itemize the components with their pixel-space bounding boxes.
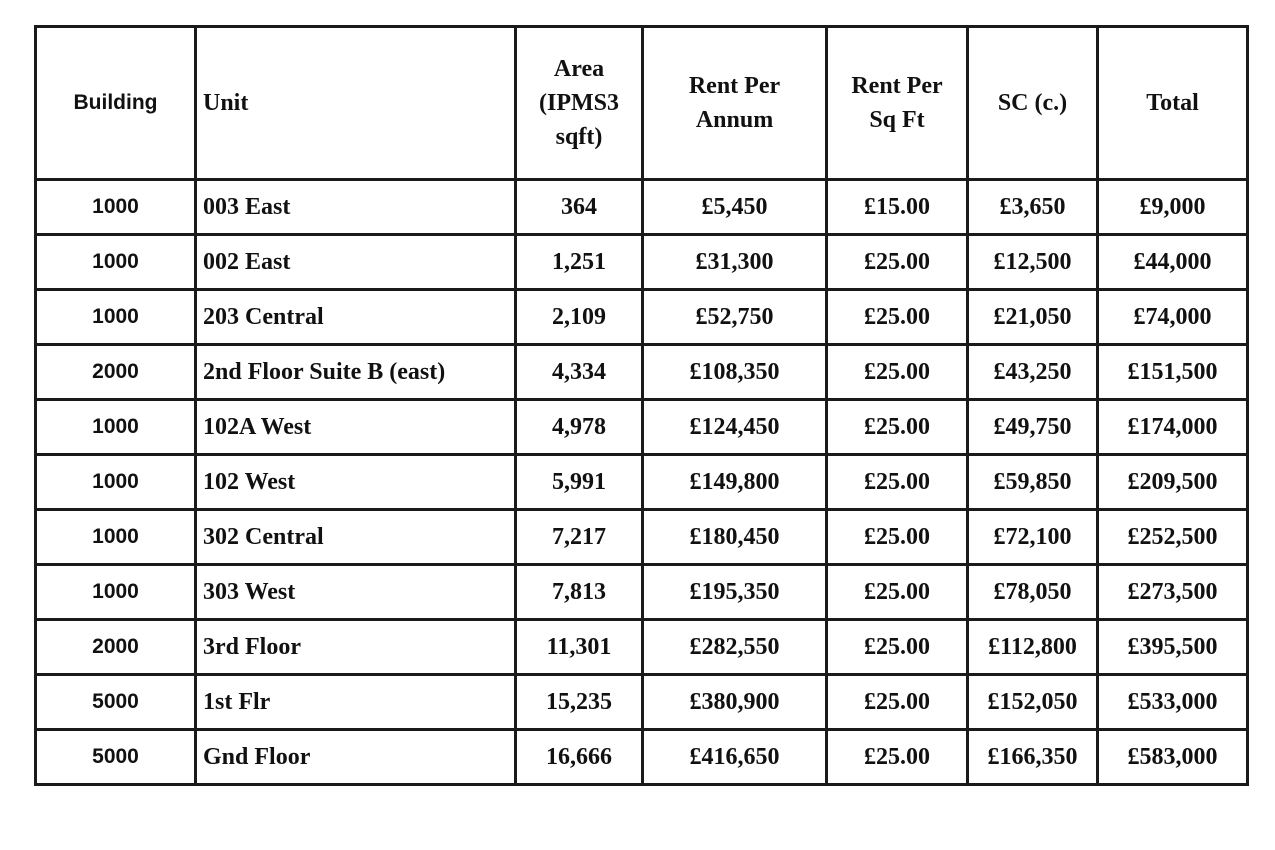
cell-rent-per-annum: £380,900: [643, 675, 827, 730]
cell-total: £252,500: [1098, 510, 1248, 565]
cell-rent-per-annum: £282,550: [643, 620, 827, 675]
table-body: [36, 180, 1248, 785]
cell-rent-per-sq-ft: £25.00: [827, 565, 968, 620]
cell-unit: 3rd Floor: [196, 620, 516, 675]
cell-building: 1000: [36, 510, 196, 565]
cell-rent-per-annum: £5,450: [643, 180, 827, 235]
rent-table-container: [34, 25, 1246, 786]
cell-unit: 102 West: [196, 455, 516, 510]
cell-rent-per-sq-ft: £25.00: [827, 290, 968, 345]
cell-rent-per-annum: £52,750: [643, 290, 827, 345]
cell-building: 5000: [36, 730, 196, 785]
cell-rent-per-sq-ft: £25.00: [827, 455, 968, 510]
cell-area: 5,991: [516, 455, 643, 510]
cell-rent-per-sq-ft: £25.00: [827, 400, 968, 455]
header-unit-label: Unit: [203, 90, 249, 116]
cell-unit: 303 West: [196, 565, 516, 620]
cell-service-charge: £78,050: [968, 565, 1098, 620]
table-row: [36, 400, 1248, 455]
cell-unit: 002 East: [196, 235, 516, 290]
rent-schedule-table: [34, 25, 1249, 786]
cell-service-charge: £166,350: [968, 730, 1098, 785]
cell-rent-per-annum: £195,350: [643, 565, 827, 620]
cell-service-charge: £59,850: [968, 455, 1098, 510]
header-building-label: Building: [73, 91, 158, 114]
cell-rent-per-annum: £108,350: [643, 345, 827, 400]
cell-service-charge: £112,800: [968, 620, 1098, 675]
cell-area: 2,109: [516, 290, 643, 345]
cell-total: £395,500: [1098, 620, 1248, 675]
header-rent-per-sq-ft-line-2: Sq Ft: [869, 107, 925, 133]
header-area: [516, 27, 643, 180]
header-area-line-2: (IPMS3: [539, 90, 619, 116]
cell-total: £44,000: [1098, 235, 1248, 290]
table-row: [36, 675, 1248, 730]
table-row: [36, 620, 1248, 675]
table-row: [36, 510, 1248, 565]
cell-building: 1000: [36, 180, 196, 235]
header-service-charge: [968, 27, 1098, 180]
header-area-line-1: Area: [553, 56, 605, 82]
cell-service-charge: £152,050: [968, 675, 1098, 730]
header-rent-per-sq-ft-line-1: Rent Per: [851, 73, 943, 99]
cell-rent-per-sq-ft: £25.00: [827, 620, 968, 675]
cell-rent-per-sq-ft: £25.00: [827, 235, 968, 290]
cell-area: 11,301: [516, 620, 643, 675]
table-row: [36, 455, 1248, 510]
cell-unit: 1st Flr: [196, 675, 516, 730]
cell-building: 1000: [36, 565, 196, 620]
cell-total: £74,000: [1098, 290, 1248, 345]
cell-building: 1000: [36, 235, 196, 290]
table-row: [36, 730, 1248, 785]
header-rent-per-annum-line-2: Annum: [695, 107, 774, 133]
cell-area: 7,813: [516, 565, 643, 620]
cell-total: £209,500: [1098, 455, 1248, 510]
cell-total: £151,500: [1098, 345, 1248, 400]
cell-building: 5000: [36, 675, 196, 730]
table-row: [36, 565, 1248, 620]
header-total: [1098, 27, 1248, 180]
cell-service-charge: £49,750: [968, 400, 1098, 455]
cell-area: 364: [516, 180, 643, 235]
cell-total: £583,000: [1098, 730, 1248, 785]
table-row: [36, 345, 1248, 400]
cell-service-charge: £3,650: [968, 180, 1098, 235]
cell-total: £533,000: [1098, 675, 1248, 730]
table-row: [36, 180, 1248, 235]
table-row: [36, 235, 1248, 290]
cell-building: 2000: [36, 620, 196, 675]
cell-rent-per-annum: £416,650: [643, 730, 827, 785]
cell-service-charge: £21,050: [968, 290, 1098, 345]
header-rent-per-annum-line-1: Rent Per: [688, 73, 781, 99]
cell-rent-per-sq-ft: £25.00: [827, 730, 968, 785]
cell-rent-per-sq-ft: £25.00: [827, 675, 968, 730]
cell-area: 4,334: [516, 345, 643, 400]
cell-rent-per-annum: £124,450: [643, 400, 827, 455]
header-building: [36, 27, 196, 180]
header-row: [36, 27, 1248, 180]
cell-area: 7,217: [516, 510, 643, 565]
cell-service-charge: £12,500: [968, 235, 1098, 290]
cell-rent-per-annum: £180,450: [643, 510, 827, 565]
cell-unit: 102A West: [196, 400, 516, 455]
cell-area: 16,666: [516, 730, 643, 785]
cell-unit: 003 East: [196, 180, 516, 235]
header-area-line-3: sqft): [555, 124, 603, 150]
cell-area: 15,235: [516, 675, 643, 730]
cell-area: 1,251: [516, 235, 643, 290]
cell-rent-per-sq-ft: £25.00: [827, 345, 968, 400]
cell-total: £9,000: [1098, 180, 1248, 235]
cell-building: 1000: [36, 400, 196, 455]
cell-building: 1000: [36, 455, 196, 510]
cell-unit: 2nd Floor Suite B (east): [196, 345, 516, 400]
header-rent-per-sq-ft: [827, 27, 968, 180]
cell-area: 4,978: [516, 400, 643, 455]
table-row: [36, 290, 1248, 345]
cell-unit: 302 Central: [196, 510, 516, 565]
cell-rent-per-annum: £31,300: [643, 235, 827, 290]
cell-building: 2000: [36, 345, 196, 400]
cell-unit: Gnd Floor: [196, 730, 516, 785]
cell-unit: 203 Central: [196, 290, 516, 345]
cell-building: 1000: [36, 290, 196, 345]
cell-total: £273,500: [1098, 565, 1248, 620]
cell-rent-per-sq-ft: £15.00: [827, 180, 968, 235]
header-total-label: Total: [1146, 90, 1199, 116]
cell-total: £174,000: [1098, 400, 1248, 455]
header-unit: [196, 27, 516, 180]
header-service-charge-label: SC (c.): [997, 90, 1068, 116]
header-rent-per-annum: [643, 27, 827, 180]
cell-service-charge: £43,250: [968, 345, 1098, 400]
cell-rent-per-annum: £149,800: [643, 455, 827, 510]
cell-service-charge: £72,100: [968, 510, 1098, 565]
cell-rent-per-sq-ft: £25.00: [827, 510, 968, 565]
